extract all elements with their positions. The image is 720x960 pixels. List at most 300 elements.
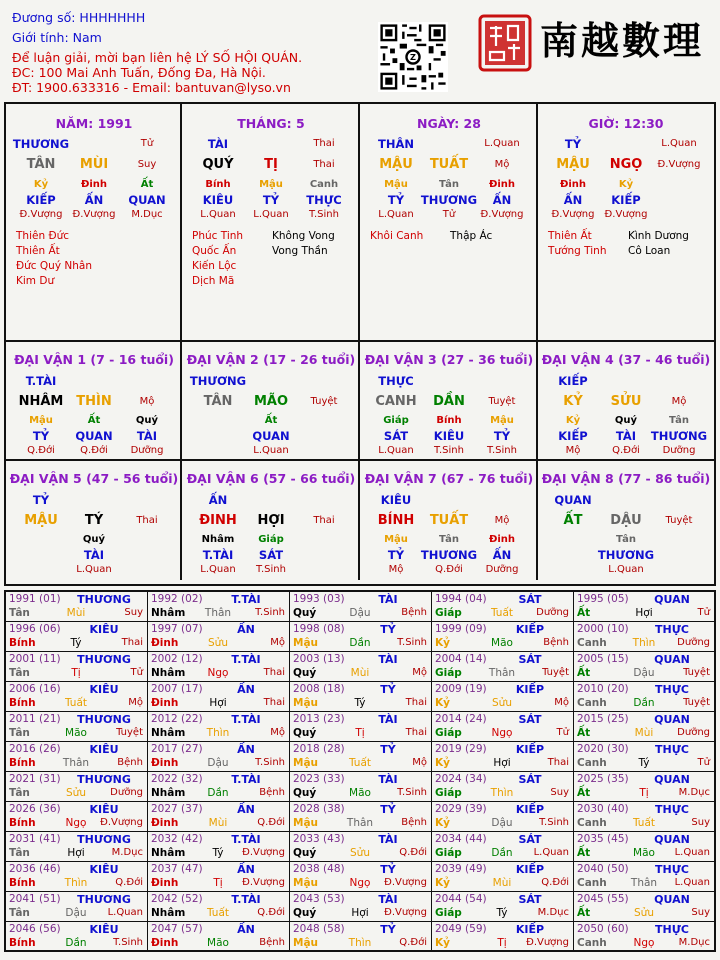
hidden-state: Đ.Vượng xyxy=(19,209,63,220)
year-cell xyxy=(432,922,574,952)
year-cell xyxy=(574,712,714,742)
year-cell xyxy=(6,892,148,922)
year-state: Mộ xyxy=(128,697,143,708)
year-cell xyxy=(6,592,148,622)
year-state: Q.Đới xyxy=(399,937,427,948)
year-cell xyxy=(574,592,714,622)
hidden-god: TỶ xyxy=(493,429,511,443)
year-state: Đ.Vượng xyxy=(384,877,427,888)
red-seal-stamp xyxy=(478,14,532,72)
year-cell xyxy=(290,622,432,652)
hidden-state: Dưỡng xyxy=(662,445,696,456)
year-god: ẤN xyxy=(237,863,255,876)
year-stem: Kỷ xyxy=(435,697,450,709)
year-stem: Canh xyxy=(577,937,607,949)
dai-van-god: T.TÀI xyxy=(25,374,57,388)
star-name: Thiên Đức xyxy=(16,230,70,242)
year-cell xyxy=(574,862,714,892)
gender-row xyxy=(12,30,102,45)
year-state: Tuyệt xyxy=(683,667,710,678)
hidden-stem: Quý xyxy=(135,415,159,426)
brand-calligraphy: 南越數理 xyxy=(540,18,705,63)
year-god: THƯƠNG xyxy=(77,593,131,606)
pillar-god-top: TỶ xyxy=(564,137,582,151)
year-god: TÀI xyxy=(378,893,398,906)
year-god: KIÊU xyxy=(89,683,119,696)
dai-van-cell xyxy=(538,461,714,580)
year-cell xyxy=(574,742,714,772)
year-branch: Tị xyxy=(213,877,223,889)
year-god: TÀI xyxy=(378,653,398,666)
hidden-state: L.Quan xyxy=(608,564,644,575)
year-stem: Nhâm xyxy=(151,787,186,799)
dai-van-title: ĐẠI VẬN 2 (17 - 26 tuổi) xyxy=(186,352,356,367)
year-state: Suy xyxy=(691,817,710,828)
hidden-god: SÁT xyxy=(258,548,284,562)
year-god: TỶ xyxy=(380,683,396,696)
year-cell xyxy=(6,802,148,832)
year-branch: Thân xyxy=(62,757,90,769)
year-god: SÁT xyxy=(518,713,542,726)
year-god: THỰC xyxy=(655,923,689,936)
pillar-god-top: TÀI xyxy=(207,137,229,151)
year-stem: Tân xyxy=(9,667,30,679)
year-branch: Thìn xyxy=(64,877,88,889)
year-stem: Đinh xyxy=(151,937,179,949)
hidden-god: THƯƠNG xyxy=(420,193,478,207)
hidden-god: QUAN xyxy=(128,193,166,207)
year-branch: Tý xyxy=(70,637,82,649)
dai-van-stem: KỶ xyxy=(563,394,583,409)
hidden-god: THƯƠNG xyxy=(650,429,708,443)
year-cell xyxy=(574,652,714,682)
hidden-god: QUAN xyxy=(75,429,113,443)
year-god: KIẾP xyxy=(515,683,545,696)
hidden-state: Đ.Vượng xyxy=(72,209,116,220)
pillar-title: GIỜ: 12:30 xyxy=(588,116,664,131)
year-label: 1994 (04) xyxy=(435,593,487,605)
year-label: 2012 (22) xyxy=(151,713,203,725)
year-branch: Mùi xyxy=(66,607,86,619)
year-stem: Ất xyxy=(577,787,591,799)
year-stem: Quý xyxy=(293,667,317,679)
year-cell xyxy=(6,652,148,682)
dai-van-cell xyxy=(538,342,714,461)
dai-van-god: ẤN xyxy=(208,493,228,507)
pillar-stem: QUÝ xyxy=(202,157,234,172)
year-branch: Mão xyxy=(65,727,87,739)
pillar-branch: TỊ xyxy=(264,157,278,172)
hidden-stem: Quý xyxy=(614,415,638,426)
inauspicious-stars xyxy=(628,229,689,259)
year-god: T.TÀI xyxy=(231,653,261,666)
year-stem: Nhâm xyxy=(151,667,186,679)
hidden-god: ẤN xyxy=(563,193,583,207)
year-label: 2007 (17) xyxy=(151,683,203,695)
dai-van-cell xyxy=(182,342,360,461)
year-label: 2019 (29) xyxy=(435,743,487,755)
year-god: TÀI xyxy=(378,773,398,786)
year-stem: Đinh xyxy=(151,757,179,769)
dai-van-branch-state: Tuyệt xyxy=(488,396,516,407)
hidden-state: Q.Đới xyxy=(80,445,108,456)
year-god: KIÊU xyxy=(89,623,119,636)
year-stem: Bính xyxy=(9,937,36,949)
star-name: Thiên Ất xyxy=(16,245,60,257)
year-cell xyxy=(574,892,714,922)
dai-van-branch: THÌN xyxy=(76,394,112,409)
auspicious-stars xyxy=(548,229,606,259)
dai-van-stem: CANH xyxy=(375,394,417,409)
year-state: Bệnh xyxy=(543,637,569,648)
year-branch: Ngọ xyxy=(65,817,87,829)
year-stem: Ất xyxy=(577,907,591,919)
year-state: Bệnh xyxy=(259,937,285,948)
hidden-stem: Đinh xyxy=(80,179,108,190)
hidden-stem: Tân xyxy=(439,179,459,190)
year-state: T.Sinh xyxy=(255,757,285,768)
year-stem: Tân xyxy=(9,847,30,859)
dai-van-cell xyxy=(182,461,360,580)
year-stem: Giáp xyxy=(435,847,462,859)
year-branch: Ngọ xyxy=(491,727,513,739)
hidden-state: Đ.Vượng xyxy=(480,209,524,220)
year-state: M.Dục xyxy=(111,847,143,858)
pillar-state-top: Tử xyxy=(140,138,154,149)
year-god: THỰC xyxy=(655,803,689,816)
year-god: ẤN xyxy=(237,623,255,636)
year-stem: Quý xyxy=(293,847,317,859)
year-stem: Quý xyxy=(293,787,317,799)
year-stem: Đinh xyxy=(151,637,179,649)
hidden-state: L.Quan xyxy=(76,564,112,575)
year-god: KIẾP xyxy=(515,923,545,936)
gender-label: Giới tính: xyxy=(12,30,69,45)
year-cell xyxy=(432,832,574,862)
year-stem: Ất xyxy=(577,607,591,619)
hidden-stem: Canh xyxy=(309,179,339,190)
dai-van-branch: TUẤT xyxy=(429,513,469,528)
year-label: 2044 (54) xyxy=(435,893,487,905)
year-god: T.TÀI xyxy=(231,593,261,606)
hidden-state: L.Quan xyxy=(253,209,289,220)
year-state: Tuyệt xyxy=(683,697,710,708)
dai-van-god: QUAN xyxy=(554,493,592,507)
hidden-stem: Giáp xyxy=(258,534,284,545)
year-state: Tử xyxy=(697,757,710,768)
year-label: 2021 (31) xyxy=(9,773,61,785)
hidden-state: Dưỡng xyxy=(130,445,164,456)
dai-van-branch-state: Mộ xyxy=(671,396,687,407)
dai-van-branch: HỢI xyxy=(257,513,285,528)
year-state: Q.Đới xyxy=(257,817,285,828)
star-name: Quốc Ấn xyxy=(192,245,237,257)
year-stem: Giáp xyxy=(435,727,462,739)
year-stem: Nhâm xyxy=(151,847,186,859)
year-state: Mộ xyxy=(412,667,427,678)
year-branch: Tuất xyxy=(490,607,514,619)
hidden-stem: Ất xyxy=(87,415,101,426)
year-cell xyxy=(432,652,574,682)
year-state: T.Sinh xyxy=(113,937,143,948)
pillar-god-top: THÂN xyxy=(378,137,414,151)
year-label: 1997 (07) xyxy=(151,623,203,635)
svg-text:Z: Z xyxy=(410,52,416,63)
year-god: THỰC xyxy=(655,623,689,636)
year-label: 2017 (27) xyxy=(151,743,203,755)
year-label: 2003 (13) xyxy=(293,653,345,665)
hidden-stem: Mậu xyxy=(490,415,514,426)
qr-code[interactable] xyxy=(378,22,448,92)
hidden-state: M.Dục xyxy=(131,209,163,220)
year-cell xyxy=(432,592,574,622)
pillar-cell xyxy=(360,104,538,342)
pillar-stem: MẬU xyxy=(556,157,590,172)
hidden-stem: Kỷ xyxy=(33,179,49,190)
year-stem: Bính xyxy=(9,817,36,829)
dai-van-god: TỶ xyxy=(32,493,50,507)
year-stem: Bính xyxy=(9,637,36,649)
year-cell xyxy=(148,622,290,652)
year-state: Mộ xyxy=(412,757,427,768)
year-label: 2038 (48) xyxy=(293,863,345,875)
year-stem: Đinh xyxy=(151,817,179,829)
hidden-state: L.Quan xyxy=(378,445,414,456)
year-stem: Tân xyxy=(9,787,30,799)
year-god: QUAN xyxy=(654,893,690,906)
hidden-stem: Tân xyxy=(439,534,459,545)
star-name: Khôi Canh xyxy=(370,230,424,242)
year-branch: Mùi xyxy=(350,667,370,679)
year-stem: Tân xyxy=(9,727,30,739)
year-branch: Thân xyxy=(630,877,658,889)
year-label: 1999 (09) xyxy=(435,623,487,635)
year-state: Suy xyxy=(124,607,143,618)
year-stem: Canh xyxy=(577,757,607,769)
year-cell xyxy=(148,862,290,892)
pillar-god-top: THƯƠNG xyxy=(12,137,70,151)
year-cell xyxy=(6,682,148,712)
hidden-stem: Kỷ xyxy=(618,179,634,190)
dai-van-branch: DẬU xyxy=(610,513,642,528)
hidden-god: TỶ xyxy=(32,429,50,443)
pillar-state-top: L.Quan xyxy=(661,138,697,149)
year-stem: Kỷ xyxy=(435,877,450,889)
hidden-stem: Tân xyxy=(669,415,689,426)
year-cell xyxy=(6,742,148,772)
year-god: THƯƠNG xyxy=(77,773,131,786)
hidden-god: SÁT xyxy=(383,429,409,443)
year-cell xyxy=(574,682,714,712)
annual-luck-grid xyxy=(4,590,716,952)
year-branch: Mão xyxy=(633,847,655,859)
year-stem: Mậu xyxy=(293,817,319,829)
year-label: 2041 (51) xyxy=(9,893,61,905)
hidden-stem: Mậu xyxy=(384,534,408,545)
year-stem: Đinh xyxy=(151,697,179,709)
year-cell xyxy=(148,652,290,682)
year-state: Đ.Vượng xyxy=(384,907,427,918)
year-state: Q.Đới xyxy=(541,877,569,888)
dai-van-branch: TÝ xyxy=(84,513,104,528)
year-state: Tuyệt xyxy=(542,667,569,678)
year-cell xyxy=(290,652,432,682)
year-branch: Hợi xyxy=(67,847,85,859)
year-branch: Dần xyxy=(349,637,371,649)
year-state: Thai xyxy=(263,667,285,678)
pillar-branch: NGỌ xyxy=(609,157,643,172)
year-god: KIẾP xyxy=(515,623,545,636)
hidden-state: T.Sinh xyxy=(256,564,286,575)
year-state: Đ.Vượng xyxy=(242,877,285,888)
year-state: Thai xyxy=(405,697,427,708)
hidden-god: KIÊU xyxy=(202,193,234,207)
year-cell xyxy=(148,772,290,802)
hidden-stem: Ất xyxy=(264,415,278,426)
year-cell xyxy=(6,622,148,652)
star-name: Kim Dư xyxy=(16,275,55,287)
hidden-god: T.TÀI xyxy=(202,548,234,562)
year-state: Bệnh xyxy=(117,757,143,768)
year-cell xyxy=(290,742,432,772)
year-label: 1993 (03) xyxy=(293,593,345,605)
pillar-title: THÁNG: 5 xyxy=(237,116,305,131)
year-branch: Dần xyxy=(207,787,229,799)
year-branch: Tị xyxy=(639,787,649,799)
year-stem: Mậu xyxy=(293,937,319,949)
hidden-state: L.Quan xyxy=(200,564,236,575)
year-god: TỶ xyxy=(380,743,396,756)
year-cell xyxy=(148,592,290,622)
year-state: Suy xyxy=(550,787,569,798)
year-cell xyxy=(6,832,148,862)
year-label: 2023 (33) xyxy=(293,773,345,785)
hidden-god: TÀI xyxy=(83,548,105,562)
year-cell xyxy=(432,742,574,772)
year-state: T.Sinh xyxy=(397,787,427,798)
year-state: L.Quan xyxy=(107,907,143,918)
year-branch: Tý xyxy=(212,847,224,859)
year-label: 1992 (02) xyxy=(151,593,203,605)
year-state: Thai xyxy=(263,697,285,708)
dai-van-title: ĐẠI VẬN 1 (7 - 16 tuổi) xyxy=(14,352,174,367)
star-name: Dịch Mã xyxy=(192,275,235,287)
year-god: ẤN xyxy=(237,803,255,816)
year-state: Bệnh xyxy=(259,787,285,798)
year-god: SÁT xyxy=(518,773,542,786)
year-cell xyxy=(574,772,714,802)
dai-van-stem: ĐINH xyxy=(199,513,237,528)
year-stem: Kỷ xyxy=(435,757,450,769)
year-label: 2026 (36) xyxy=(9,803,61,815)
year-branch: Hợi xyxy=(635,607,653,619)
hidden-god: ẤN xyxy=(492,548,512,562)
hidden-stem: Mậu xyxy=(29,415,53,426)
year-cell xyxy=(290,592,432,622)
hidden-stem: Quý xyxy=(82,534,106,545)
pillar-branch-state: Thai xyxy=(313,159,335,170)
dai-van-branch-state: Tuyệt xyxy=(665,515,693,526)
year-branch: Dậu xyxy=(349,607,371,619)
year-stem: Canh xyxy=(577,697,607,709)
phone-email-line: ĐT: 1900.633316 - Email: bantuvan@lyso.vn xyxy=(12,80,291,95)
hidden-stem: Mậu xyxy=(384,179,408,190)
year-stem: Bính xyxy=(9,757,36,769)
year-state: Dưỡng xyxy=(536,607,569,618)
hidden-stem: Đinh xyxy=(559,179,587,190)
year-state: Mộ xyxy=(270,637,285,648)
hidden-state: Đ.Vượng xyxy=(604,209,648,220)
year-state: Bệnh xyxy=(401,607,427,618)
year-stem: Tân xyxy=(9,607,30,619)
hidden-god: KIÊU xyxy=(433,429,465,443)
hidden-state: Dưỡng xyxy=(485,564,519,575)
pillar-title: NGÀY: 28 xyxy=(417,116,481,131)
year-branch: Hợi xyxy=(493,757,511,769)
hidden-state: Q.Đới xyxy=(435,564,463,575)
year-god: TỶ xyxy=(380,623,396,636)
year-god: THƯƠNG xyxy=(77,653,131,666)
year-cell xyxy=(574,922,714,952)
inauspicious-stars xyxy=(272,229,335,259)
hidden-god: TÀI xyxy=(615,429,637,443)
year-label: 2037 (47) xyxy=(151,863,203,875)
year-branch: Thìn xyxy=(632,637,656,649)
hidden-god: ẤN xyxy=(492,193,512,207)
year-label: 2027 (37) xyxy=(151,803,203,815)
hidden-state: Q.Đới xyxy=(612,445,640,456)
year-cell xyxy=(148,682,290,712)
year-label: 2013 (23) xyxy=(293,713,345,725)
year-state: Đ.Vượng xyxy=(242,847,285,858)
year-stem: Bính xyxy=(9,877,36,889)
year-cell xyxy=(290,772,432,802)
pillar-stem: TÂN xyxy=(26,157,56,172)
year-branch: Tị xyxy=(355,727,365,739)
year-label: 2020 (30) xyxy=(577,743,629,755)
hidden-god: TỶ xyxy=(387,193,405,207)
hidden-god: KIẾP xyxy=(558,429,588,443)
year-branch: Tuất xyxy=(206,907,230,919)
year-cell xyxy=(6,922,148,952)
hidden-stem: Tân xyxy=(616,534,636,545)
year-branch: Mão xyxy=(207,937,229,949)
year-branch: Tị xyxy=(71,667,81,679)
hidden-state: L.Quan xyxy=(253,445,289,456)
year-branch: Tị xyxy=(497,937,507,949)
year-branch: Thân xyxy=(346,817,374,829)
pillar-branch-state: Mộ xyxy=(494,159,510,170)
year-branch: Tuất xyxy=(632,817,656,829)
year-label: 2002 (12) xyxy=(151,653,203,665)
star-name: Kiến Lộc xyxy=(192,260,237,272)
hidden-state: L.Quan xyxy=(378,209,414,220)
year-branch: Thân xyxy=(204,607,232,619)
year-god: KIÊU xyxy=(89,743,119,756)
year-branch: Sửu xyxy=(66,787,86,799)
year-label: 2032 (42) xyxy=(151,833,203,845)
pillar-branch: TUẤT xyxy=(429,157,469,172)
year-branch: Sửu xyxy=(492,697,512,709)
year-god: QUAN xyxy=(654,713,690,726)
year-god: THỰC xyxy=(655,863,689,876)
year-god: SÁT xyxy=(518,593,542,606)
hidden-god: TÀI xyxy=(136,429,158,443)
year-label: 2042 (52) xyxy=(151,893,203,905)
year-cell xyxy=(432,682,574,712)
dai-van-stem: BÍNH xyxy=(377,513,415,528)
year-god: ẤN xyxy=(237,743,255,756)
